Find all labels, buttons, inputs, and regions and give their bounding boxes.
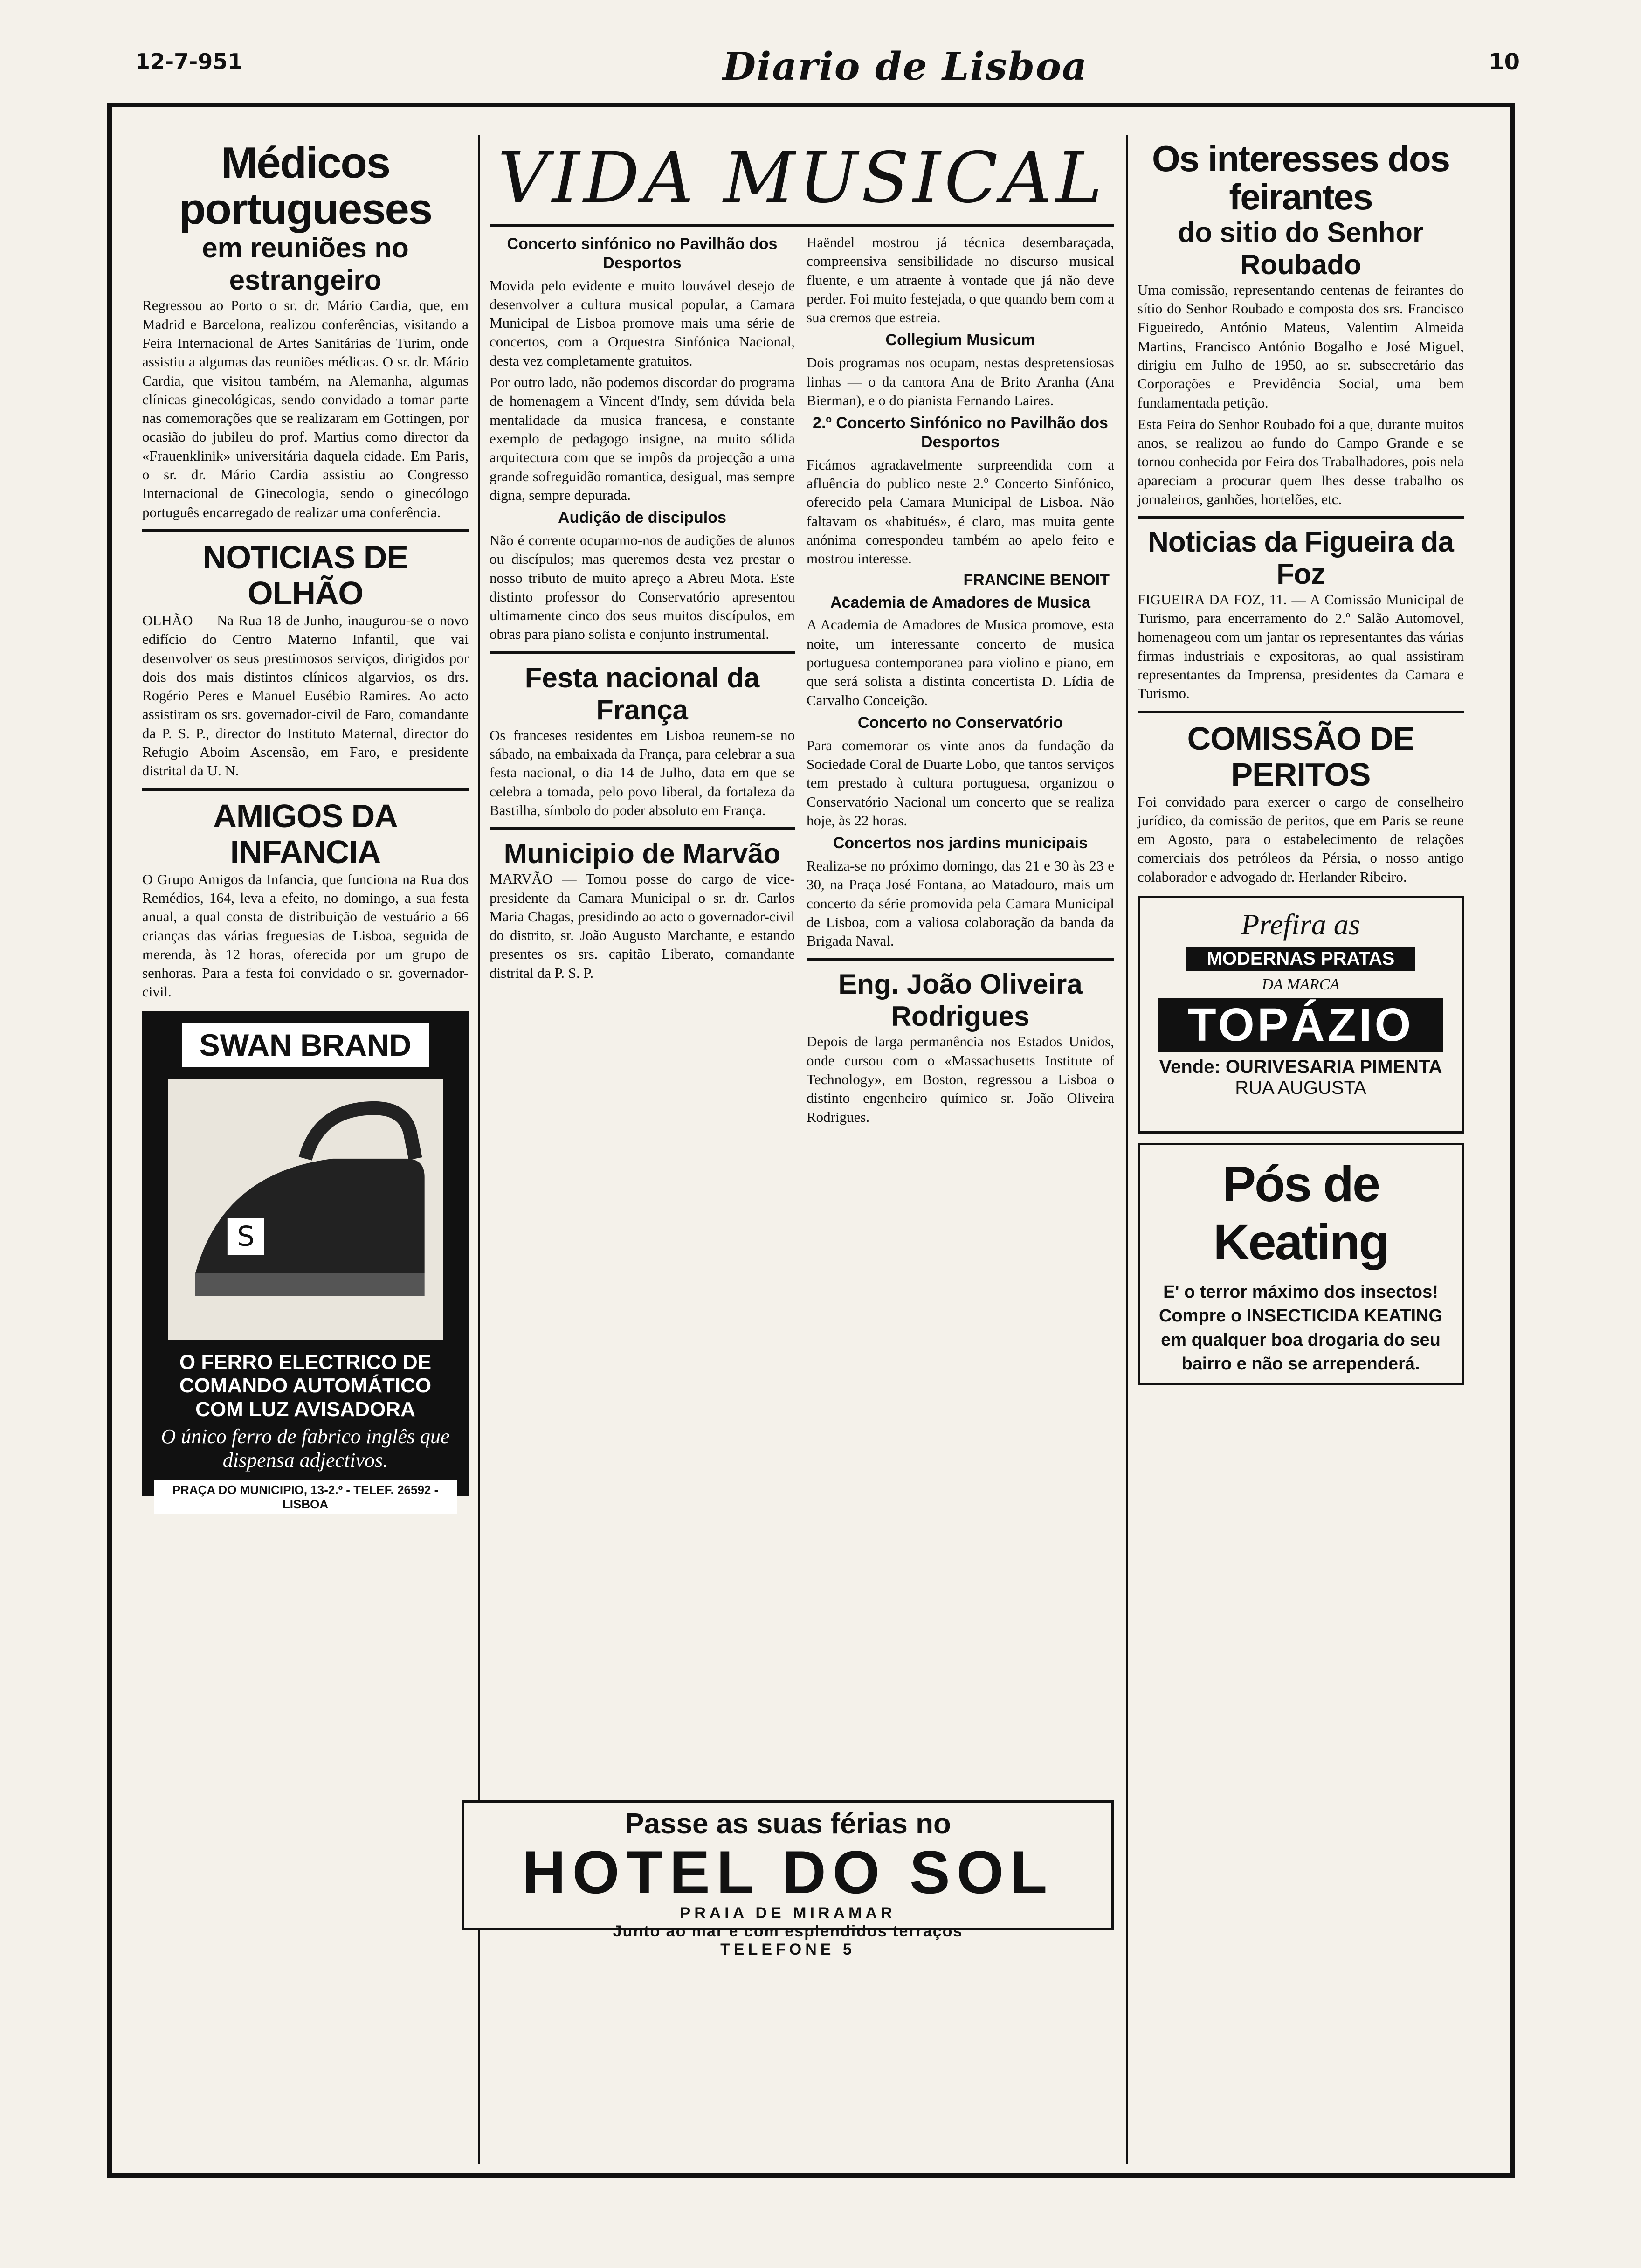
column-1 [142, 140, 469, 2164]
divider [142, 529, 469, 532]
swan-slogan: O único ferro de fabrico inglês que dispensa adjectivos. [161, 1425, 450, 1472]
article-2-concerto-body: Ficámos agradavelmente surpreendida com a afluência do publico neste 2.º Concerto Sinfónico, oferecido pela Camara Municipal de Lisboa. Não faltavam os «habitués», é claro, mas muita gente anónima correspondeu também ao apelo feito e mostrou interesse. [807, 456, 1114, 567]
author-signature: FRANCINE BENOIT [963, 571, 1110, 589]
electric-iron-illustration [168, 1079, 443, 1340]
topazio-line-2: MODERNAS PRATAS [1186, 947, 1415, 971]
headline-collegium: Collegium Musicum [885, 331, 1035, 349]
column-4 [1138, 140, 1464, 2164]
headline-figueira: Noticias da Figueira da Foz [1148, 526, 1454, 590]
topazio-line-1: Prefira as [1241, 907, 1360, 941]
swan-line-2: COMANDO AUTOMÁTICO [179, 1374, 432, 1397]
article-rodrigues-body: Depois de larga permanência nos Estados Unidos, onde cursou com o «Massachusetts Institute of Technology», em Boston, regressou a Lisboa o distinto engenheiro químico sr. João Oliveira Rodrigues. [807, 1033, 1114, 1125]
keating-text: E' o terror máximo dos insectos! Compre o INSECTICIDA KEATING em qualquer boa drogaria do seu bairro e não se arrependerá. [1158, 1282, 1443, 1374]
headline-conservatorio: Concerto no Conservatório [857, 713, 1063, 732]
article-concerto-body-2: Por outro lado, não podemos discordar do programa de homenagem a Vincent d'Indy, sem dúvida bela mentalidade da musica francesa, e constante exemplo de pedagogo insigne, na muito sólida arquitectura com que se impôs da projecção a uma grande sofreguidão romantica, desigual, mas sempre digna, sempre depurada. [490, 374, 795, 503]
headline-feirantes: Os interesses dos feirantes [1152, 138, 1449, 217]
page-number: 10 [1489, 49, 1520, 75]
headline-peritos: COMISSÃO DE PERITOS [1187, 720, 1414, 793]
headline-festa-franca: Festa nacional da França [524, 662, 760, 726]
headline-eng-rodrigues: Eng. João Oliveira Rodrigues [838, 968, 1083, 1032]
article-franca-body: Os franceses residentes em Lisboa reunem-se no sábado, na embaixada da França, para celebrar a sua festa nacional, o dia 14 de Julho, data em que se celebra a tomada, pelo povo liberal, da fortaleza da Bastilha, símbolo do poder absoluto em França. [490, 726, 795, 818]
article-feirantes-body-2: Esta Feira do Senhor Roubado foi a que, durante muitos anos, se realizou ao fundo do Campo Grande e se tornou conhecida por Feira dos Trabalhadores, pois nela apareciam a procurar quem lhes desse trabalho os jornaleiros, ganhões, hortelões, etc. [1138, 415, 1464, 508]
article-jardins-body: Realiza-se no próximo domingo, das 21 e 30 às 23 e 30, na Praça José Fontana, ao Matadouro, mais um concerto da série promovida pela Camara Municipal de Lisboa, com a valiosa colaboração da banda da Brigada Naval. [807, 857, 1114, 949]
headline-concerto-sinfonico: Concerto sinfónico no Pavilhão dos Desportos [507, 235, 778, 272]
divider [1138, 516, 1464, 519]
headline-audicao: Audição de discipulos [558, 509, 726, 527]
divider [807, 958, 1114, 961]
section-banner-vida-musical: VIDA MUSICAL [497, 138, 1106, 219]
swan-brand-ad [142, 1011, 469, 1511]
article-olhao-body: OLHÃO — Na Rua 18 de Junho, inaugurou-se o novo edifício do Centro Materno Infantil, que vai desenvolver os seus prestimosos serviços, dirigidos por dois dos mais distintos clínicos algarvios, os drs. Rogério Peres e Manuel Eusébio Ramires. Ao acto assistiram os srs. governador-civil de Faro, comandante da P. S. P., director do Instituto Maternal, director do Refugio Aboim Ascensão, em Faro, e presidente distrital da U. N. [142, 612, 469, 779]
hotel-do-sol-ad [462, 1800, 1114, 1958]
divider [490, 651, 795, 654]
article-audicao-body: Não é corrente ocuparmo-nos de audições de alunos ou discípulos; mas queremos desta vez prestar o nosso tributo de muito apreço a Abreu Mota. Este distinto professor do Conservatório apresentou ultimamente cinco dos seus muitos discípulos, em obras para piano solista e conjunto instrumental. [490, 532, 795, 643]
topazio-ad [1138, 896, 1464, 1134]
article-academia-body: A Academia de Amadores de Musica promove, esta noite, um interessante concerto de musica portuguesa contemporanea para violino e piano, em que será solista a distinta concertista D. Lídia de Carvalho Conceição. [807, 616, 1114, 708]
article-feirantes-body-1: Uma comissão, representando centenas de feirantes do sítio do Senhor Roubado e composta dos srs. Francisco Figueiredo, António Mateus, Valentim Almeida Martins, Francisco António Bogalho e José Miguel, dirigiu em Julho de 1950, ao sr. subsecretário das Corporações e Previdência Social, uma bem fundamentada petição. [1138, 281, 1464, 411]
divider [142, 788, 469, 791]
newspaper-title: Diario de Lisboa [723, 44, 1088, 89]
topazio-line-3: DA MARCA [1262, 975, 1340, 993]
column-divider [1126, 135, 1128, 2164]
topazio-brand: TOPÁZIO [1158, 998, 1443, 1052]
headline-marvao: Municipio de Marvão [503, 838, 781, 870]
issue-date: 12-7-951 [135, 49, 243, 74]
topazio-vendor: Vende: OURIVESARIA PIMENTA [1159, 1056, 1442, 1077]
article-haendel-body: Haëndel mostrou já técnica desembaraçada, compreensiva sensibilidade no discurso musical fluente, e um atraente à vontade que já não deve perder. Foi muito festejada, o que quando bem com a sua cremos que estreia. [807, 234, 1114, 326]
headline-amigos-infancia: AMIGOS DA INFANCIA [213, 797, 398, 870]
svg-text:S: S [237, 1220, 255, 1252]
headline-jardins: Concertos nos jardins municipais [833, 834, 1088, 852]
headline-academia: Academia de Amadores de Musica [830, 593, 1091, 611]
divider [490, 224, 1114, 227]
headline-medicos: Médicos portugueses [179, 138, 432, 233]
swan-line-1: O FERRO ELECTRICO DE [179, 1350, 432, 1374]
keating-ad [1138, 1143, 1464, 1385]
topazio-street: RUA AUGUSTA [1235, 1077, 1366, 1098]
article-marvao-body: MARVÃO — Tomou posse do cargo de vice-presidente da Camara Municipal o sr. dr. Carlos Maria Chagas, presidindo ao acto o governador-civil do distrito, sr. João Augusto Marchante, e estando presentes os srs. capitão Liberato, comandante distrital da P. S. P. [490, 871, 795, 981]
divider [1138, 711, 1464, 713]
swan-brand-title: SWAN BRAND [182, 1023, 429, 1067]
hotel-line-1: Passe as suas férias no [625, 1808, 951, 1840]
hotel-name: HOTEL DO SOL [522, 1838, 1054, 1906]
hotel-place: PRAIA DE MIRAMAR [680, 1904, 896, 1922]
article-medicos-body: Regressou ao Porto o sr. dr. Mário Cardia, que, em Madrid e Barcelona, realizou conferências, visitando a Feira Internacional de Artes Sanitárias de Turim, onde assistiu a algumas das reuniões médicas. O sr. dr. Mário Cardia, que visitou também, na Alemanha, algumas clínicas ginecológicas, sendo convidado a tomar parte nas comemorações que se realizaram em Gottingen, por ocasião do jubileu do prof. Martius como director da «Frauenklinik» universitária daquela cidade. Em Paris, o sr. dr. Mário Cardia assistiu ao Congresso Internacional de Ginecologia, sendo o ginecólogo português encarregado de realizar uma conferência. [142, 297, 469, 520]
article-concerto-body-1: Movida pelo evidente e muito louvável desejo de desenvolver a cultura musical popular, a Camara Municipal de Lisboa promove mais uma série de concertos, com a Orquestra Sinfónica Nacional, desta vez completamente gratuitos. [490, 277, 795, 369]
subheadline-feirantes: do sitio do Senhor Roubado [1178, 216, 1424, 280]
hotel-line-2: Junto ao mar e com esplendidos terraços [613, 1922, 963, 1940]
iron-icon [168, 1079, 443, 1340]
article-amigos-body: O Grupo Amigos da Infancia, que funciona na Rua dos Remédios, 164, leva a efeito, no domingo, a sua festa anual, a qual consta de distribuição de vestuário a 66 crianças das várias freguesias de Lisboa, seguida de merenda, às 12 horas, oferecida por um grupo de senhoras. Para a festa foi convidado o sr. governador-civil. [142, 871, 469, 1000]
article-figueira-body: FIGUEIRA DA FOZ, 11. — A Comissão Municipal de Turismo, para encerramento do 2.º Salão Automovel, homenageou com um jantar os representantes das várias firmas industriais e expositoras, ao qual assistiram representantes da Imprensa, presidentes da Camara e Turismo. [1138, 591, 1464, 702]
article-collegium-body: Dois programas nos ocupam, nestas despretensiosas linhas — o da cantora Ana de Brito Aranha (Ana Bierman), e o do pianista Fernando Laires. [807, 354, 1114, 408]
keating-title: Pós de Keating [1213, 1155, 1388, 1270]
article-peritos-body: Foi convidado para exercer o cargo de conselheiro jurídico, da comissão de peritos, que em Paris se reune em Agosto, para o estabelecimento de relações comerciais dos petróleos da Pérsia, o nosso antigo colaborador e advogado dr. Herlander Ribeiro. [1138, 793, 1464, 885]
swan-address: PRAÇA DO MUNICIPIO, 13-2.º - TELEF. 26592 - LISBOA [154, 1480, 457, 1514]
subheadline-medicos: em reuniões no estrangeiro [202, 232, 409, 296]
swan-line-3: COM LUZ AVISADORA [195, 1397, 415, 1421]
divider [490, 827, 795, 830]
headline-2-concerto: 2.º Concerto Sinfónico no Pavilhão dos Desportos [813, 414, 1108, 451]
masthead [117, 44, 1529, 91]
article-conservatorio-body: Para comemorar os vinte anos da fundação da Sociedade Coral de Duarte Lobo, que tantos serviços tem prestado à cultura portuguesa, organizou o Conservatório Nacional um concerto que se realiza hoje, às 22 horas. [807, 737, 1114, 829]
hotel-phone: TELEFONE 5 [720, 1940, 855, 1958]
headline-olhao: NOTICIAS DE OLHÃO [202, 539, 408, 611]
